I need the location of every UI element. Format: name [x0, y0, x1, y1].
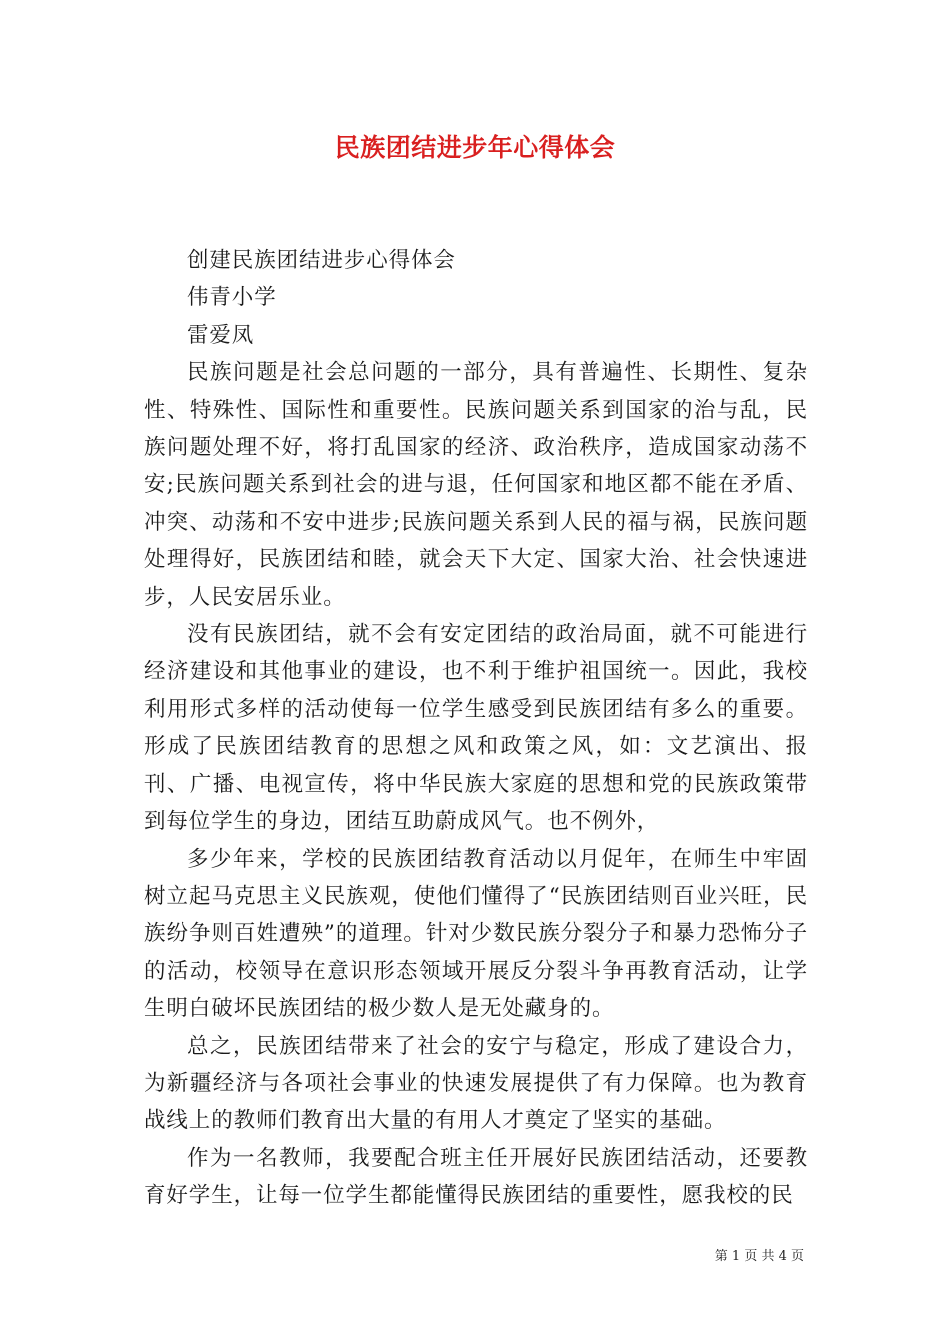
paragraph: 总之，民族团结带来了社会的安宁与稳定，形成了建设合力，为新疆经济与各项社会事业的快速发展提供了有力保障。也为教育战线上的教师们教育出大量的有用人才奠定了坚实的基础。: [144, 1033, 808, 1134]
paragraph: 没有民族团结，就不会有安定团结的政治局面，就不可能进行经济建设和其他事业的建设，也不利于维护祖国统一。因此，我校利用形式多样的活动使每一位学生感受到民族团结有多么的重要。形成了民族团结教育的思想之风和政策之风，如：文艺演出、报刊、广播、电视宣传，将中华民族大家庭的思想和党的民族政策带到每位学生的身边，团结互助蔚成风气。也不例外，: [144, 622, 808, 835]
document-title: 民族团结进步年心得体会: [334, 133, 616, 162]
subtitle-line: 创建民族团结进步心得体会: [187, 248, 456, 273]
document-body: [144, 242, 808, 1215]
paragraph: 民族问题是社会总问题的一部分，具有普遍性、长期性、复杂性、特殊性、国际性和重要性。民族问题关系到国家的治与乱，民族问题处理不好，将打乱国家的经济、政治秩序，造成国家动荡不安;民族问题关系到社会的进与退，任何国家和地区都不能在矛盾、冲突、动荡和不安中进步;民族问题关系到人民的福与祸，民族问题处理得好，民族团结和睦，就会天下大定、国家大治、社会快速进步，人民安居乐业。: [144, 360, 808, 610]
school-line: 伟青小学: [187, 285, 277, 311]
paragraph: 作为一名教师，我要配合班主任开展好民族团结活动，还要教育好学生，让每一位学生都能懂得民族团结的重要性，愿我校的民: [144, 1145, 808, 1209]
page-number: 第 1 页 共 4 页: [714, 1249, 804, 1264]
author-line: 雷爱凤: [187, 322, 255, 348]
paragraph: 多少年来，学校的民族团结教育活动以月促年，在师生中牢固树立起马克思主义民族观，使他们懂得了“民族团结则百业兴旺，民族纷争则百姓遭殃”的道理。针对少数民族分裂分子和暴力恐怖分子的活动，校领导在意识形态领域开展反分裂斗争再教育活动，让学生明白破坏民族团结的极少数人是无处藏身的。: [144, 846, 808, 1022]
